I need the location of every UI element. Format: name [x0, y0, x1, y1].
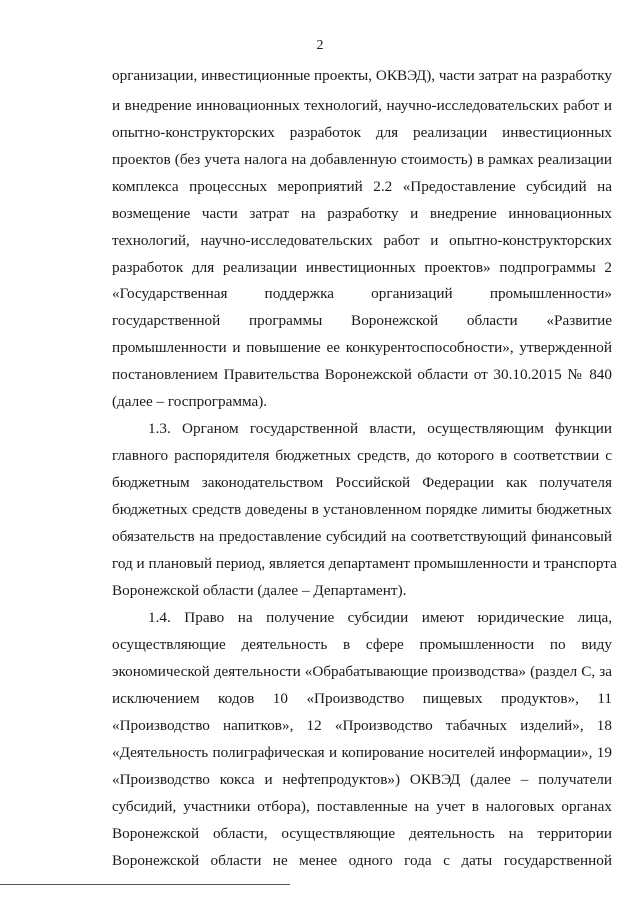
text-line: «Государственная поддержка организаций промышленности» — [112, 285, 612, 302]
footer-divider — [0, 884, 290, 885]
text-line: государственной программы Воронежской области «Развитие — [112, 312, 612, 329]
text-line: комплекса процессных мероприятий 2.2 «Предоставление субсидий на — [112, 178, 612, 195]
text-line: «Деятельность полиграфическая и копирование носителей информации», 19 — [112, 744, 612, 761]
text-line: Воронежской области (далее – Департамент). — [112, 582, 407, 599]
text-line: постановлением Правительства Воронежской области от 30.10.2015 № 840 — [112, 366, 612, 383]
paragraph-1-4-first-line: 1.4. Право на получение субсидии имеют юридические лица, — [148, 609, 612, 626]
page-number: 2 — [316, 38, 324, 53]
text-line: главного распорядителя бюджетных средств, до которого в соответствии с — [112, 447, 612, 464]
text-line: технологий, научно-исследовательских работ и опытно-конструкторских — [112, 232, 612, 249]
text-line: проектов (без учета налога на добавленную стоимость) в рамках реализации — [112, 151, 612, 168]
text-line: промышленности и повышение ее конкурентоспособности», утвержденной — [112, 339, 612, 356]
text-line: возмещение части затрат на разработку и внедрение инновационных — [112, 205, 612, 222]
text-line: исключением кодов 10 «Производство пищевых продуктов», 11 — [112, 690, 612, 707]
text-line: и внедрение инновационных технологий, научно-исследовательских работ и — [112, 97, 612, 114]
text-line: экономической деятельности «Обрабатывающие производства» (раздел С, за — [112, 663, 612, 680]
text-line: опытно-конструкторских разработок для реализации инвестиционных — [112, 124, 612, 141]
text-line: бюджетным законодательством Российской Федерации как получателя — [112, 474, 612, 491]
paragraph-1-3-first-line: 1.3. Органом государственной власти, осуществляющим функции — [148, 420, 612, 437]
text-line: «Производство напитков», 12 «Производство табачных изделий», 18 — [112, 717, 612, 734]
text-line: субсидий, участники отбора), поставленные на учет в налоговых органах — [112, 798, 612, 815]
text-line: «Производство кокса и нефтепродуктов») ОКВЭД (далее – получатели — [112, 771, 612, 788]
text-line: разработок для реализации инвестиционных проектов» подпрограммы 2 — [112, 259, 612, 276]
text-line: год и плановый период, является департамент промышленности и транспорта — [112, 555, 617, 572]
text-line: осуществляющие деятельность в сфере промышленности по виду — [112, 636, 612, 653]
text-line: Воронежской области не менее одного года с даты государственной — [112, 852, 612, 869]
text-line: обязательств на предоставление субсидий на соответствующий финансовый — [112, 528, 612, 545]
text-line: Воронежской области, осуществляющие деятельность на территории — [112, 825, 612, 842]
text-line: организации, инвестиционные проекты, ОКВЭД), части затрат на разработку — [112, 67, 612, 84]
text-line: (далее – госпрограмма). — [112, 393, 268, 410]
text-line: бюджетных средств доведены в установленном порядке лимиты бюджетных — [112, 501, 612, 518]
